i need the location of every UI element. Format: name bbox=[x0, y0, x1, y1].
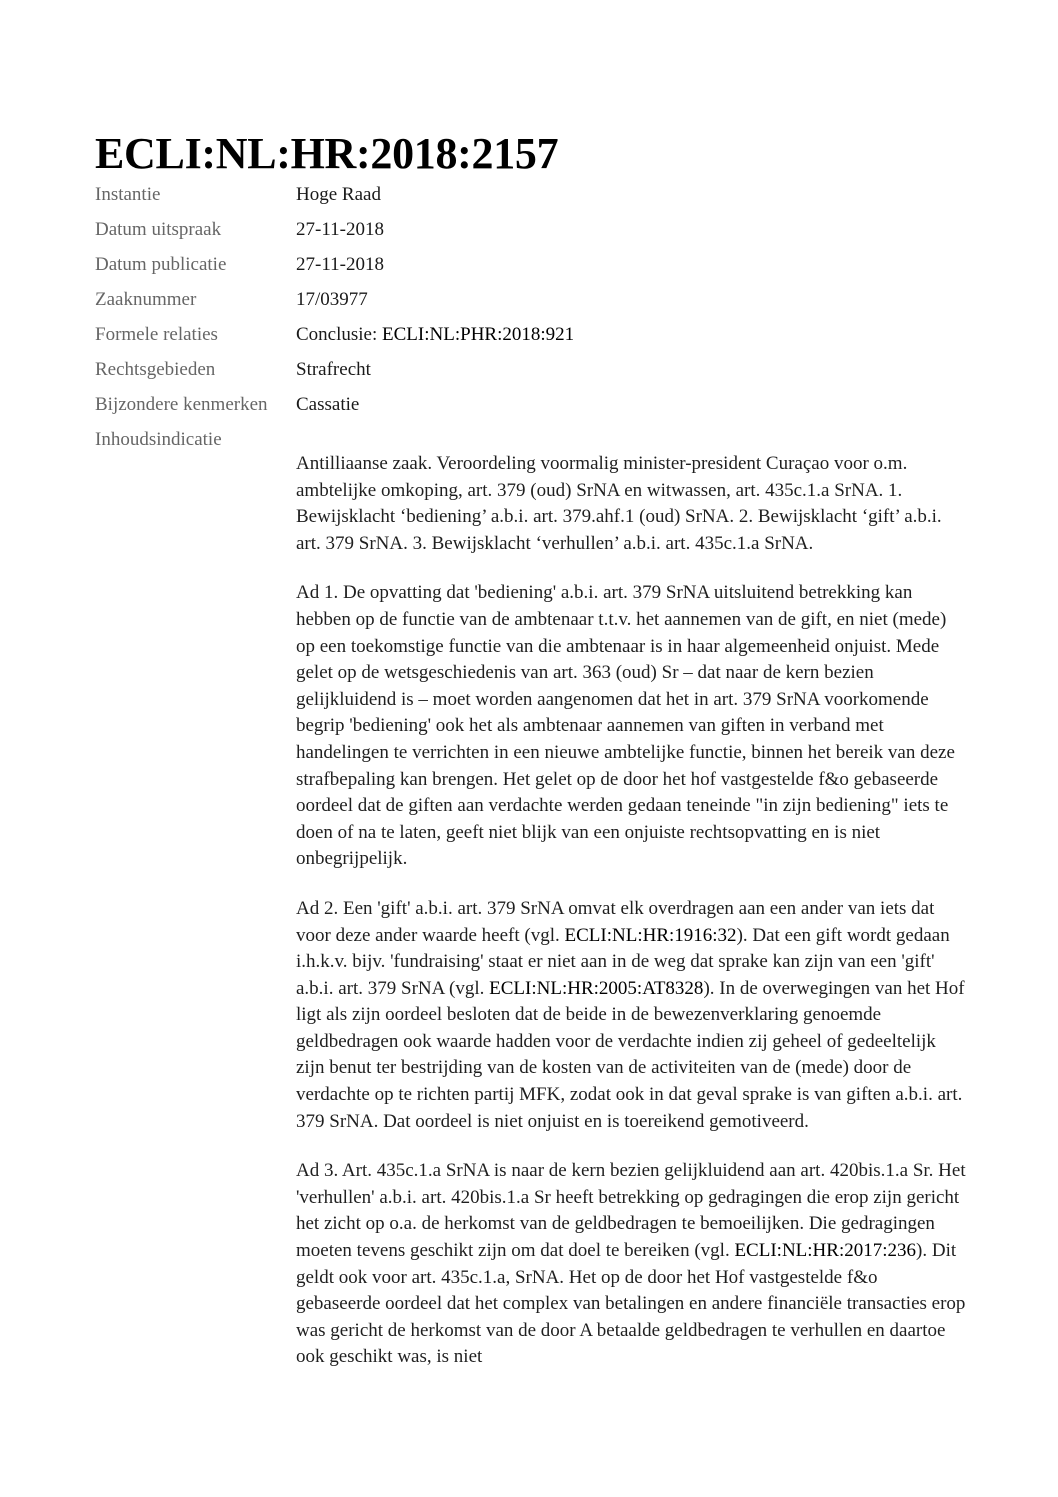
meta-value: Cassatie bbox=[296, 394, 360, 415]
conclusie-link[interactable]: ECLI:NL:PHR:2018:921 bbox=[382, 324, 575, 345]
meta-label: Instantie bbox=[95, 184, 161, 205]
paragraph-text: ). Dat een gift wordt gedaan i.h.k.v. bijv. 'fundraising' staat er niet aan in de weg dat sprake kan zijn van een 'gift' a.b.i. art. 379 SrNA (vgl. bbox=[296, 924, 950, 999]
meta-label: Inhoudsindicatie bbox=[95, 429, 222, 450]
meta-row-instantie bbox=[95, 180, 965, 215]
meta-value: 27-11-2018 bbox=[296, 254, 384, 275]
meta-value: 17/03977 bbox=[296, 289, 368, 310]
paragraph-text: Ad 3. Art. 435c.1.a SrNA is naar de kern bezien gelijkluidend aan art. 420bis.1.a Sr. Het 'verhullen' a.b.i. art. 420bis.1.a Sr heeft betrekking op gedragingen die erop zijn gericht het zicht op o.a. de herkomst van de geldbedragen te bemoeilijken. Die gedragingen moeten tevens geschikt zijn om dat doel te bereiken (vgl. bbox=[296, 1160, 966, 1262]
meta-row-zaaknummer bbox=[95, 285, 965, 320]
paragraph-ad-2 bbox=[296, 896, 966, 1135]
meta-value: 27-11-2018 bbox=[296, 219, 384, 240]
paragraph-intro: Antilliaanse zaak. Veroordeling voormalig minister-president Curaçao voor o.m. ambtelijke omkoping, art. 379 (oud) SrNA en witwassen, art. 435c.1.a SrNA. 1. Bewijsklacht ‘bediening’ a.b.i. art. 379.ahf.1 (oud) SrNA. 2. Bewijsklacht ‘gift’ a.b.i. art. 379 SrNA. 3. Bewijsklacht ‘verhullen’ a.b.i. art. 435c.1.a SrNA. bbox=[296, 453, 942, 554]
paragraph-text: Ad 2. Een 'gift' a.b.i. art. 379 SrNA omvat elk overdragen aan een ander van iets dat voor deze ander waarde heeft (vgl. bbox=[296, 897, 935, 946]
meta-row-rechtsgebieden bbox=[95, 355, 965, 390]
meta-value: Strafrecht bbox=[296, 359, 371, 380]
meta-row-datum-uitspraak bbox=[95, 215, 965, 250]
meta-row-datum-publicatie bbox=[95, 250, 965, 285]
meta-value: Hoge Raad bbox=[296, 184, 381, 205]
ecli-reference-link[interactable]: ECLI:NL:HR:2005:AT8328 bbox=[489, 977, 704, 999]
ecli-reference-link[interactable]: ECLI:NL:HR:1916:32 bbox=[564, 924, 737, 946]
paragraph-ad-1: Ad 1. De opvatting dat 'bediening' a.b.i. art. 379 SrNA uitsluitend betrekking kan hebben op de functie van de ambtenaar t.t.v. het aannemen van de gift, en niet (mede) op een toekomstige functie van die ambtenaar is in haar algemeenheid onjuist. Mede gelet op de wetsgeschiedenis van art. 363 (oud) Sr – dat naar de kern bezien gelijkluidend is – moet worden aangenomen dat het in art. 379 SrNA voorkomende begrip 'bediening' ook het als ambtenaar aannemen van giften in verband met handelingen te verrichten in een nieuwe ambtelijke functie, binnen het bereik van deze strafbepaling kan brengen. Het gelet op de door het hof vastgestelde f&o gebaseerde oordeel dat de giften aan verdachte werden gedaan teneinde "in zijn bediening" iets te doen of na te laten, geeft niet blijk van een onjuiste rechtsopvatting en is niet onbegrijpelijk. bbox=[296, 582, 955, 870]
meta-value bbox=[296, 320, 574, 355]
metadata-table bbox=[95, 180, 965, 460]
paragraph-ad-3 bbox=[296, 1158, 966, 1371]
conclusie-prefix: Conclusie: bbox=[296, 324, 383, 345]
paragraph-text: ). Dit geldt ook voor art. 435c.1.a, SrNA. Het op de door het Hof vastgestelde f&o gebaseerde oordeel dat het complex van betalingen en andere financiële transacties erop was gericht de herkomst van de door A betaalde geldbedragen te verhullen en daartoe ook geschikt was, is niet bbox=[296, 1240, 966, 1368]
meta-row-bijzondere-kenmerken bbox=[95, 390, 965, 425]
meta-label: Datum publicatie bbox=[95, 254, 227, 275]
meta-label: Formele relaties bbox=[95, 324, 218, 345]
paragraph-text: ). In de overwegingen van het Hof ligt als zijn oordeel besloten dat de beide in de bewezenverklaring genoemde geldbedragen ook waarde hadden voor de verdachte indien zij geheel of gedeeltelijk zijn benut ter bestrijding van de kosten van de activiteiten van de (mede) door de verdachte op te richten partij MFK, zodat ook in dat geval sprake is van giften a.b.i. art. 379 SrNA. Dat oordeel is niet onjuist en is toereikend gemotiveerd. bbox=[296, 977, 965, 1132]
inhoudsindicatie-body bbox=[296, 451, 966, 1394]
ecli-reference-link[interactable]: ECLI:NL:HR:2017:236 bbox=[734, 1240, 917, 1262]
meta-label: Bijzondere kenmerken bbox=[95, 394, 268, 415]
document-title: ECLI:NL:HR:2018:2157 bbox=[95, 129, 559, 178]
meta-row-formele-relaties bbox=[95, 320, 965, 355]
meta-label: Rechtsgebieden bbox=[95, 359, 216, 380]
meta-label: Zaaknummer bbox=[95, 289, 197, 310]
meta-label: Datum uitspraak bbox=[95, 219, 222, 240]
